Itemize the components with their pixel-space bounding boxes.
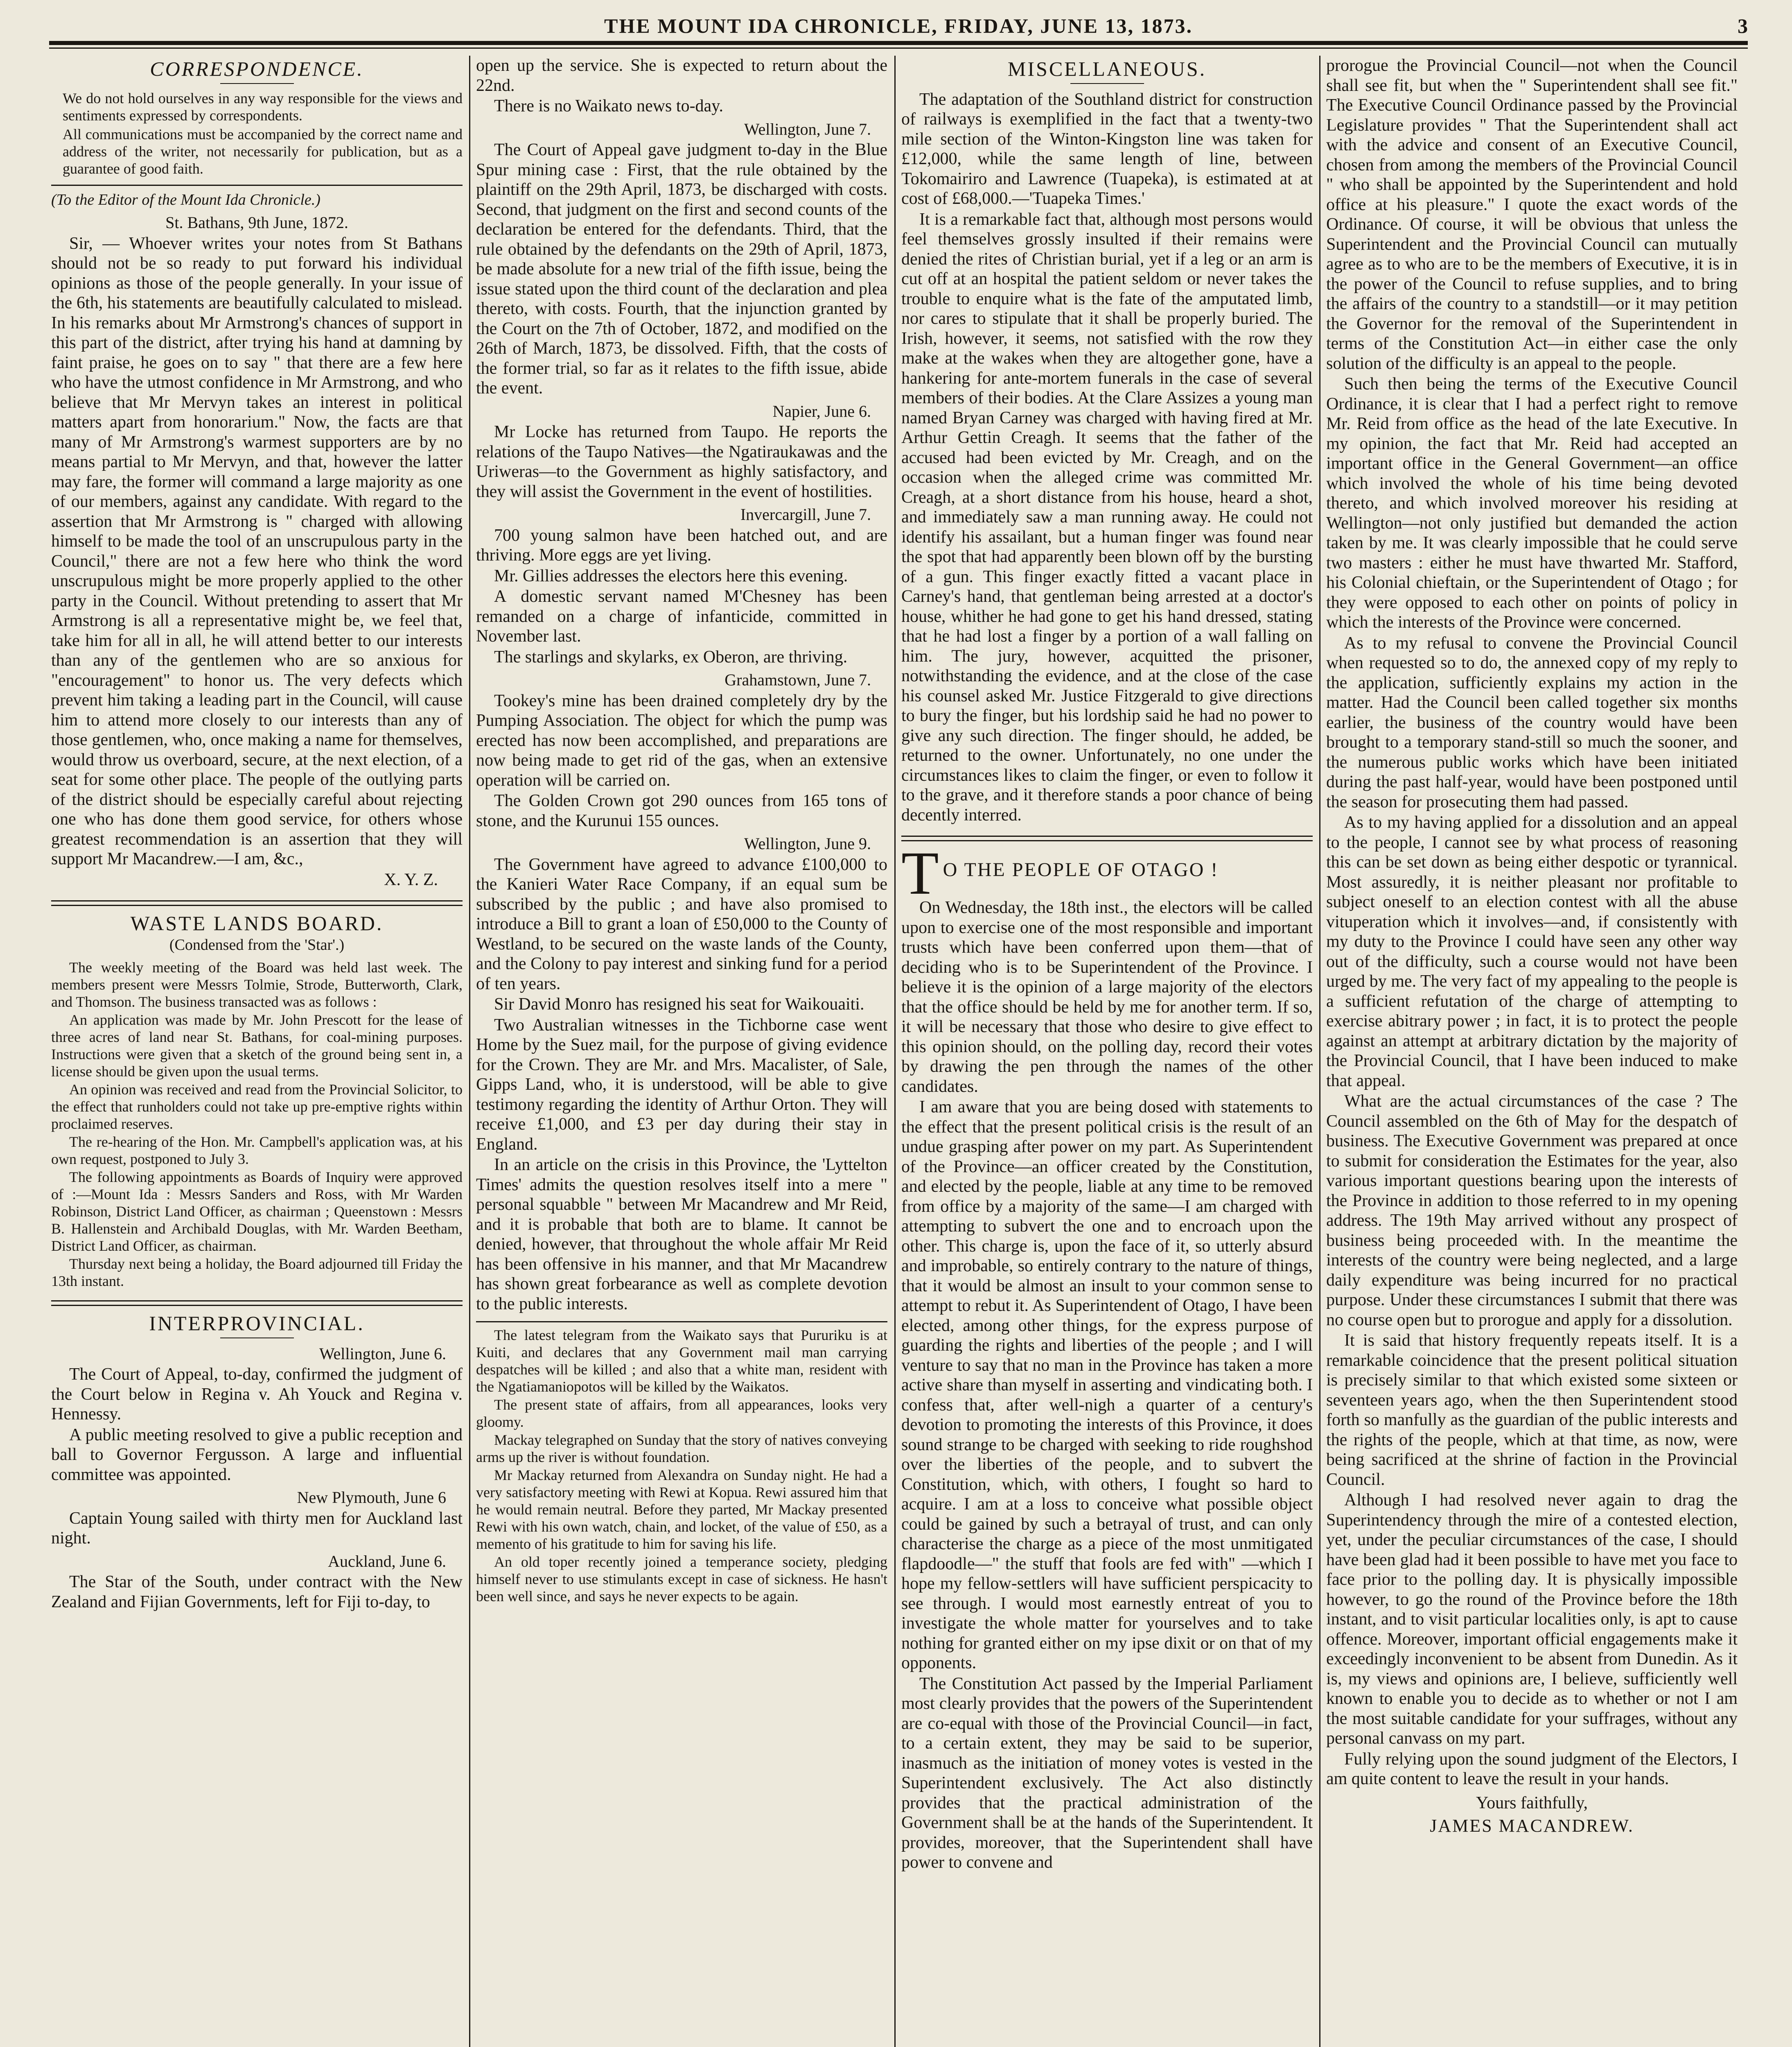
dispatch-dateline: New Plymouth, June 6 — [297, 1488, 446, 1507]
dispatch-dateline: Auckland, June 6. — [328, 1552, 446, 1570]
separator-rule — [51, 185, 463, 186]
newspaper-title: THE MOUNT IDA CHRONICLE, FRIDAY, JUNE 13, 1873. — [604, 14, 1193, 37]
dispatch-dateline: Invercargill, June 7. — [740, 505, 871, 524]
article-paragraph: An opinion was received and read from the Provincial Solicitor, to the effect that runholders could not take up pre-emptive rights within proclaimed reserves. — [51, 1081, 463, 1132]
article-paragraph: Tookey's mine has been drained completely dry by the Pumping Association. The object for which the pump was erected has now been accomplished, and preparations are now being made to get rid of the gas, when an extensive operation will be carried on. — [476, 691, 887, 790]
article-paragraph: Captain Young sailed with thirty men for Auckland last night. — [51, 1509, 463, 1548]
article-paragraph: Mr Locke has returned from Taupo. He reports the relations of the Taupo Natives—the Ngatiraukawas and the Uriweras—to the Government as highly satisfactory, and they will assist the Government in the event of hostilities. — [476, 423, 887, 501]
column-divider — [1319, 56, 1320, 2047]
address-paragraph: It is said that history frequently repeats itself. It is a remarkable coincidence that the present political situation is precisely similar to that which existed some sixteen or seventeen years ago, when the then Superintendent stood forth so manfully as the guardian of the public interests and the rights of the people, which at that time, as now, were being sacrificed at the shrine of faction in the Provincial Council. — [1326, 1331, 1738, 1489]
article-paragraph: Thursday next being a holiday, the Board adjourned till Friday the 13th instant. — [51, 1256, 463, 1289]
masthead — [49, 12, 1748, 41]
dispatch-dateline: Grahamstown, June 7. — [724, 671, 871, 689]
column-1 — [51, 56, 463, 2047]
article-paragraph: An application was made by Mr. John Prescott for the lease of three acres of land near St. Bathans, for coal-mining purposes. Instructions were given that a sketch of the ground being sent in, a license should be given upon the usual terms. — [51, 1012, 463, 1080]
column-2 — [476, 56, 887, 2047]
page-number: 3 — [1738, 14, 1748, 37]
address-signature: JAMES MACANDREW. — [1430, 1816, 1634, 1836]
article-paragraph: There is no Waikato news to-day. — [494, 97, 723, 115]
address-paragraph: Although I had resolved never again to drag the Superintendency through the mire of a contested election, yet, under the peculiar circumstances of the case, I should have been glad had it been possible to have met you face to face prior to the polling day. It is physically impossible however, to go the round of the Province before the 18th instant, and to visit particular localities only, is apt to cause offence. Moreover, important official engagements make it exceedingly inconvenient to be absent from Dunedin. As it is, my views and opinions are, I believe, sufficiently well known to enable you to decide as to whether or not I am the most suitable candidate for your suffrages, without any personal canvass on my part. — [1326, 1491, 1738, 1748]
section-subheading: (Condensed from the 'Star'.) — [169, 936, 345, 953]
address-paragraph: What are the actual circumstances of the case ? The Council assembled on the 6th of May for the despatch of business. The Executive Government was prepared at once to submit for consideration the Estimates for the year, also various important questions bearing upon the interests of the Province in addition to those referred to in my opening address. The 19th May arrived without any prospect of business being proceeded with. In the meantime the interests of the country were being neglected, and a large daily expenditure was being incurred for no practical purpose. Under these circumstances I submit that there was no course open but to prorogue and apply for a dissolution. — [1326, 1092, 1738, 1329]
notice-line: All communications must be accompanied by the correct name and address of the writer, not necessarily for publication, but as a guarantee of good faith. — [63, 126, 463, 177]
separator-rule — [51, 900, 463, 906]
article-paragraph: The Government have agreed to advance £100,000 to the Kanieri Water Race Company, if an equal sum be subscribed by the public ; and have also promised to introduce a Bill to grant a loan of £50,000 to the County of Westland, to be secured on the waste lands of the County, and the Colony to pay interest and sinking fund for a period of ten years. — [476, 855, 887, 993]
news-brief: Mr Mackay returned from Alexandra on Sunday night. He had a very satisfactory meeting with Rewi at Kopua. Rewi assured him that he would remain neutral. Before they parted, Mr Mackay presented Rewi with his own watch, chain, and locket, of the value of £50, as a memento of his gratitude to him for saving his life. — [476, 1467, 887, 1552]
address-paragraph: Fully relying upon the sound judgment of the Electors, I am quite content to leave the result in your hands. — [1326, 1749, 1738, 1788]
article-paragraph: The starlings and skylarks, ex Oberon, are thriving. — [494, 647, 848, 667]
article-paragraph: The following appointments as Boards of Inquiry were approved of :—Mount Ida : Messrs Sanders and Ross, with Mr Warden Robinson, District Land Officer, as chairman ; Queenstown : Messrs B. Hallenstein and Archibald Douglas, with Mr. Warden Beetham, District Land Officer, as chairman. — [51, 1169, 463, 1254]
article-paragraph: A public meeting resolved to give a public reception and ball to Governor Fergusson. A large and influential committee was appointed. — [51, 1425, 463, 1484]
letter-address: (To the Editor of the Mount Ida Chronicle.) — [51, 191, 320, 208]
article-paragraph: In an article on the crisis in this Province, the 'Lyttelton Times' admits the question resolves itself into a mere " personal squabble " between Mr Macandrew and Mr Reid, and it is probable that both are to blame. It cannot be denied, however, that throughout the whole affair Mr Reid has been offensive in his manner, and that Mr Macandrew has shown great forbearance as well as complete devotion to the public interests. — [476, 1155, 887, 1313]
dispatch-dateline: Wellington, June 6. — [319, 1344, 446, 1363]
address-paragraph: On Wednesday, the 18th inst., the electors will be called upon to exercise one of the most responsible and important trusts which have been conferred upon them—that of deciding who is to be Superintendent of the Province. I believe it is the opinion of a large majority of the electors that the office should be held by me for another term. If so, it will be necessary that those who desire to give effect to this opinion should, on the polling day, record their votes by drawing the pen through the names of the other candidates. — [901, 898, 1313, 1096]
masthead-rule — [49, 41, 1748, 45]
letter-body: Sir, — Whoever writes your notes from St Bathans should not be so ready to put forward his individual opinions as those of the people generally. In your issue of the 6th, his statements are beautifully calculated to mislead. In his remarks about Mr Armstrong's chances of support in this part of the district, after trying his hand at damning by faint praise, he goes on to say " that there are a few here who have the utmost confidence in Mr Armstrong, and who believe that Mr Mervyn takes an interest in political matters apart from honorarium." Now, the facts are that many of Mr Armstrong's warmest supporters are by no means partial to Mr Mervyn, and that, however the latter may fare, the former will command a large majority as one of our members, against any candidate. With regard to the assertion that Mr Armstrong is " charged with allowing himself to be made the tool of an unscrupulous party in the Council," there are not a few here who think the word unscrupulous might be more properly applied to the other party in the Council. Without pretending to assert that Mr Armstrong is all a representative might be, we feel that, take him for all in all, he will attend better to our interests than any of the gentlemen who are so anxious for "encouragement" to honor us. The very defects which prevent him taking a leading part in the Council, will cause him to attend more closely to our interests than any of those gentlemen, who, once making a name for themselves, would throw us overboard, secure, at the next election, of a seat for some other place. The people of the outlying parts of the district should be especially careful about rejecting one who has done them good service, for others whose greatest recommendation is an assertion that they will support Mr Macandrew.—I am, &c., — [51, 234, 463, 868]
section-heading-interprovincial: INTERPROVINCIAL. — [149, 1312, 365, 1335]
article-paragraph: The Court of Appeal gave judgment to-day in the Blue Spur mining case : First, that the rule obtained by the plaintiff on the 29th April, 1873, be discharged with costs. Second, that judgment on the first and second counts of the declaration be entered for the defendants. Third, that the rule obtained by the defendants on the 29th of April, 1873, be made absolute for a new trial of the fifth issue, being the issue stated upon the third count of the declaration and plea thereto, with costs. Fourth, that the injunction granted by the Court on the 7th of October, 1872, and modified on the 26th of March, 1873, be dissolved. Fifth, that the costs of the former trial, so far as it relates to the fifth issue, abide the event. — [476, 140, 887, 398]
address-title: O THE PEOPLE OF OTAGO ! — [943, 859, 1219, 881]
dispatch-dateline: Napier, June 6. — [772, 402, 871, 420]
section-heading-correspondence: CORRESPONDENCE. — [150, 57, 364, 80]
article-paragraph: The Golden Crown got 290 ounces from 165 tons of stone, and the Kurunui 155 ounces. — [476, 791, 887, 830]
news-brief: The present state of affairs, from all appearances, looks very gloomy. — [476, 1396, 887, 1430]
heading-rule — [1070, 83, 1144, 84]
separator-rule — [476, 1321, 887, 1322]
article-paragraph: Two Australian witnesses in the Tichborne case went Home by the Suez mail, for the purpose of giving evidence for the Crown. They are Mr. and Mrs. Macalister, of Sale, Gipps Land, who, it is understood, will be able to give testimony regarding the identity of Arthur Orton. They will receive £1,000, and £3 per day during their stay in England. — [476, 1015, 887, 1154]
address-paragraph: prorogue the Provincial Council—not when the Council shall see fit, but when the " Superintendent shall see fit." The Executive Council Ordinance passed by the Provincial Legislature provides " That the Superintendent shall act with the advice and consent of an Executive Council, chosen from among the members of the Provincial Council " who shall be appointed by the Superintendent and hold office at his pleasure." I quote the exact words of the Ordinance. Of course, it will be obvious that unless the Superintendent and the Provincial Council can mutually agree as to who are to be the members of Executive, it is in the power of the Council to refuse supplies, and to bring the affairs of the country to a standstill—or it may petition the Governor for the removal of the Superintendent in terms of the Constitution Act—in either case the only solution of the difficulty is an appeal to the people. — [1326, 56, 1738, 373]
masthead-rule-thin — [49, 47, 1748, 49]
heading-rule — [220, 83, 294, 84]
letter-signature: X. Y. Z. — [384, 870, 438, 889]
article-paragraph: 700 young salmon have been hatched out, and are thriving. More eggs are yet living. — [476, 526, 887, 565]
article-paragraph: open up the service. She is expected to return about the 22nd. — [476, 56, 887, 95]
article-paragraph: Sir David Monro has resigned his seat for Waikouaiti. — [494, 995, 864, 1014]
dispatch-dateline: Wellington, June 7. — [744, 120, 871, 138]
article-paragraph: It is a remarkable fact that, although most persons would feel themselves grossly insulted if their remains were denied the rites of Christian burial, yet if a leg or an arm is cut off at an hospital the patient seldom or never takes the trouble to enquire what is the fate of the amputated limb, nor cares to stipulate that it shall be properly buried. The Irish, however, it seems, not satisfied with the row they make at the wakes when they are altogether gone, have a hankering for ante-mortem funerals in the case of several members of their bodies. At the Clare Assizes a young man named Bryan Carney was charged with having fired at Mr. Arthur Gettin Creagh. It seems that the father of the accused had been evicted by Mr. Creagh, and on the occasion when the alleged crime was committed Mr. Creagh, at a short distance from his house, heard a shot, and immediately saw a man running away. He could not identify his assailant, but a human finger was found near the spot that had apparently been blown off by the bursting of a gun. This finger exactly fitted a vacant place in Carney's hand, that gentleman being arrested at a doctor's house, whither he had gone to get his hand dressed, stating that he had lost a finger by a portion of a wall falling on him. The jury, however, acquitted the prisoner, notwithstanding the evidence, and at the close of the case his counsel asked Mr. Justice Fitzgerald to give directions to bury the finger, but his lordship said he had no power to give any such direction. The finger should, he added, be returned to the owner. Unfortunately, no one under the circumstances likes to claim the finger, or even to follow it to the grave, and it therefore stands a poor chance of being decently interred. — [901, 210, 1313, 825]
column-divider — [469, 56, 470, 2047]
editor-notice — [51, 90, 463, 177]
news-brief: The latest telegram from the Waikato says that Pururiku is at Kuiti, and declares that any Government mail man carrying despatches will be killed ; and also that a white man, resident with the Ngatiamaniopotos will be killed by the Waikatos. — [476, 1327, 887, 1395]
news-brief: An old toper recently joined a temperance society, pledging himself never to use stimulants except in case of sickness. He hasn't been well since, and says he never expects to be again. — [476, 1554, 887, 1604]
address-heading — [901, 839, 1313, 907]
column-4 — [1326, 56, 1738, 2047]
address-paragraph: The Constitution Act passed by the Imperial Parliament most clearly provides that the powers of the Superintendent are co-equal with those of the Provincial Council—in fact, to a certain extent, they may be said to be superior, inasmuch as the initiation of money votes is vested in the Superintendent exclusively. The Act also distinctly provides that the practical administration of the Government shall be at the hands of the Superintendent. It provides, moreover, that the Superintendent shall have power to convene and — [901, 1674, 1313, 1872]
address-paragraph: Such then being the terms of the Executive Council Ordinance, it is clear that I had a perfect right to remove Mr. Reid from office as the head of the late Executive. In my opinion, the fact that Mr. Reid had accepted an important office in the General Government—an office which involved the whole of his time being devoted thereto, and which involved moreover his residing at Wellington—not only justified but demanded the action taken by me. It was clearly impossible that he could serve two masters : either he must have thwarted Mr. Stafford, his Colonial chieftain, or the Superintendent of Otago ; for they were opposed to each other on points of policy in which the interests of the Province were concerned. — [1326, 375, 1738, 632]
drop-cap: T — [901, 839, 939, 907]
separator-rule — [901, 836, 1313, 841]
column-divider — [894, 56, 896, 2047]
article-paragraph: A domestic servant named M'Chesney has been remanded on a charge of infanticide, committed in November last. — [476, 587, 887, 646]
section-heading-waste-lands: WASTE LANDS BOARD. — [130, 912, 384, 935]
election-address — [901, 839, 1313, 1873]
article-paragraph: The weekly meeting of the Board was held last week. The members present were Messrs Tolmie, Strode, Butterworth, Clark, and Thomson. The business transacted was as follows : — [51, 959, 463, 1010]
article-paragraph: The Court of Appeal, to-day, confirmed the judgment of the Court below in Regina v. Ah Youck and Regina v. Hennessy. — [51, 1365, 463, 1423]
article-paragraph: The Star of the South, under contract with the New Zealand and Fijian Governments, left for Fiji to-day, to — [51, 1573, 463, 1611]
address-paragraph: As to my having applied for a dissolution and an appeal to the people, I cannot see by what process of reasoning this can be set down as being either despotic or tyrannical. Most assuredly, it is neither pleasant nor profitable to subject oneself to an election contest with all the abuse vituperation which it involves—and, if consistently with my duty to the Province I could have seen any other way out of the difficulty, such a course would not have been urged by me. The very fact of my appealing to the people is a sufficient refutation of the charge of attempting to exercise abitrary power ; in fact, it is to protect the people against an attempt at arbitrary dictation by the majority of the Provincial Council, that I have been induced to make that appeal. — [1326, 813, 1738, 1090]
letter-dateline: St. Bathans, 9th June, 1872. — [165, 213, 348, 232]
separator-rule — [51, 1300, 463, 1306]
address-closing: Yours faithfully, — [1476, 1793, 1588, 1812]
address-paragraph: As to my refusal to convene the Provincial Council when requested so to do, the annexed copy of my reply to the application, sufficiently explains my action in the matter. Had the Council been called together six months earlier, the business of the country would have been brought to a temporary stand-still so much the sooner, and the numerous public works which have been initiated during the past half-year, would have been postponed until the season for prosecuting them had passed. — [1326, 633, 1738, 811]
news-brief: Mackay telegraphed on Sunday that the story of natives conveying arms up the river is without foundation. — [476, 1432, 887, 1465]
address-paragraph: I am aware that you are being dosed with statements to the effect that the present political crisis is the result of an undue grasping after power on my part. As Superintendent of the Province—an officer created by the Constitution, and elected by the people, liable at any time to be removed from office by a majority of the same—I am charged with attempting to subvert the one and to encroach upon the other. This charge is, upon the face of it, so utterly absurd and improbable, so entirely contrary to the nature of things, that it would be almost an insult to your common sense to attempt to rebut it. As Superintendent of Otago, I have been elected, among other things, for the express purpose of guarding the rights and liberties of the people ; and I will venture to say that no man in the Province has taken a more active share than myself in asserting and vindicating both. I confess that, after well-nigh a quarter of a century's devotion to promoting the interests of this Province, it does sound strange to be charged with seeking to ride roughshod over the liberties of the people, and to subvert the Constitution, which, with others, I fought so hard to acquire. I am at a loss to conceive what possible object could be gained by such a betrayal of trust, and can only characterise the charge as a piece of the most unmitigated flapdoodle—" the stuff that fools are fed with" —which I hope my fellow-settlers will have sufficient perspicacity to see through. I would most earnestly entreat of you to investigate the whole matter for yourselves and to take nothing for granted either on my ipse dixit or on that of my opponents. — [901, 1098, 1313, 1672]
article-paragraph: The re-hearing of the Hon. Mr. Campbell's application was, at his own request, postponed to July 3. — [51, 1134, 463, 1167]
dispatch-dateline: Wellington, June 9. — [744, 834, 871, 853]
article-paragraph: Mr. Gillies addresses the electors here this evening. — [494, 566, 848, 585]
section-heading-miscellaneous: MISCELLANEOUS. — [1007, 57, 1207, 80]
notice-line: We do not hold ourselves in any way responsible for the views and sentiments expressed by correspondents. — [63, 90, 463, 124]
column-3 — [901, 56, 1313, 2047]
article-paragraph: The adaptation of the Southland district for construction of railways is exemplified in the fact that a twenty-two mile section of the Winton-Kingston line was taken for £12,000, while the same length of line, between Tokomairiro and Lawrence (Tuapeka), is estimated at at cost of £68,000.—'Tuapeka Times.' — [901, 90, 1313, 208]
